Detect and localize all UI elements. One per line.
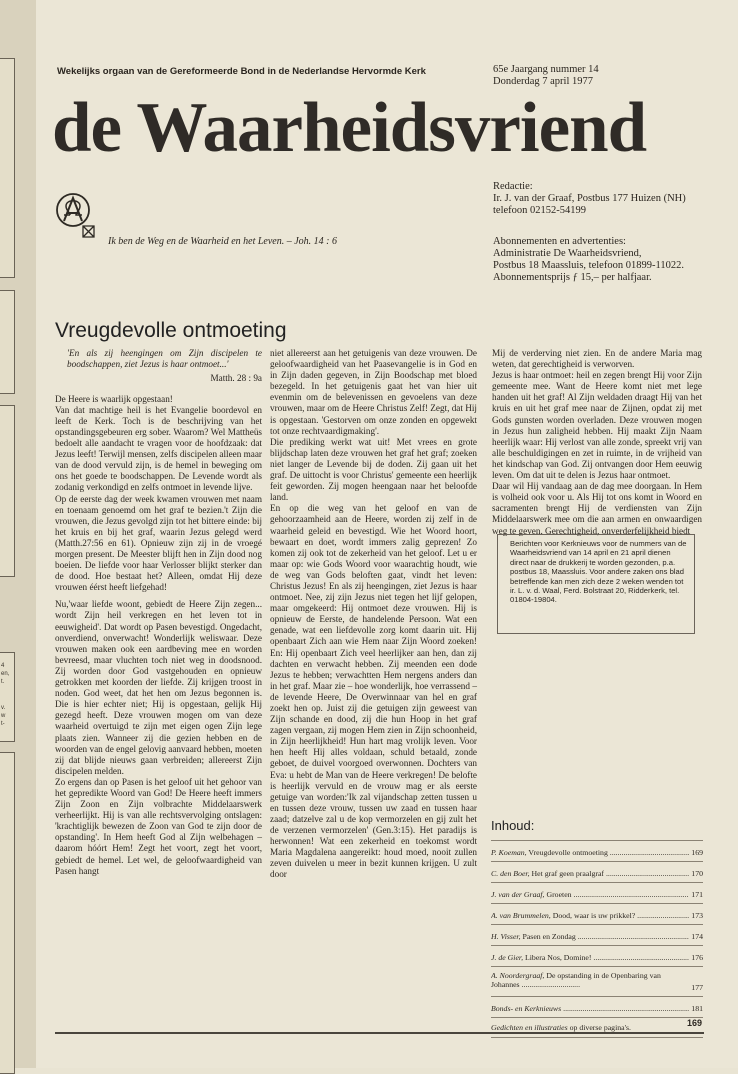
toc-page: 171 xyxy=(691,889,703,899)
margin-fragment-text: t. xyxy=(1,679,5,685)
toc-item[interactable] xyxy=(491,924,703,945)
motto: Ik ben de Weg en de Waarheid en het Leven. – Joh. 14 : 6 xyxy=(108,236,338,247)
margin-fragment-text: 4 xyxy=(1,663,5,669)
toc-item[interactable] xyxy=(491,945,703,966)
paragraph: Die prediking werkt wat uit! Met vrees en grote blijdschap laten deze vrouwen het graf het graf; zoeken niet langer de Levende bij de doden. Zij gaan uit het graf. De uittocht is voor Christus' gemeente een heerlijk feit geworden. Zij mogen heengaan naar het beloofde land. xyxy=(270,436,477,503)
toc-page: 173 xyxy=(691,910,703,920)
paragraph: Zo ergens dan op Pasen is het geloof uit het gehoor van het gepredikte Woord van God! De Heere heeft immers Zijn Zoon en Zijn volbrachte Middelaarswerk verheerlijkt. Hij is van alle rechtsvervolging ontslagen: 'krachtiglijk bewezen de Zoon van God te zijn door de opstanding'. In Hem heeft God al Zijn welbehagen – daarom hóórt Hem! Zegt het voort, zegt het voort, gebiedt de hemel. Let wel, de geloofwaardigheid van Pasen hangt xyxy=(55,776,262,876)
toc-page: 170 xyxy=(691,868,703,878)
margin-fragment-text: t- xyxy=(1,721,5,727)
toc-page: 169 xyxy=(691,847,703,857)
paragraph: Op de eerste dag der week kwamen vrouwen met naam en toenaam genoemd om het graf te bezien.'t Zijn die vrouwen, die Jezus gevolgd zijn tot het bittere einde: bij het kruis en bij het graf, waarin Jezus gelegd werd (Matth.27:56 en 61). Opnieuw zijn zij in de vroegé morgen present. De Meester blijft hen in Zijn dood nog boeien. De liefde voor haar Verlosser blijkt sterker dan de dood. Hoe bestaat het? Alleen, omdat Hij deze vrouwen éérst heeft liefgehad! xyxy=(55,493,262,593)
toc-page: 181 xyxy=(691,1003,703,1013)
toc-page: 177 xyxy=(691,982,703,992)
paragraph: De Heere is waarlijk opgestaan! xyxy=(55,393,173,404)
toc-item[interactable] xyxy=(491,882,703,903)
toc-item[interactable] xyxy=(491,903,703,924)
toc-item[interactable]: A. Noordergraaf, De opstanding in de Openbaring van Johannes .............................. 177 xyxy=(491,966,703,996)
redactie-line: telefoon 02152-54199 xyxy=(493,205,587,216)
subscription-line: Postbus 18 Maassluis, telefoon 01899-11022. xyxy=(493,260,684,271)
toc-page: 174 xyxy=(691,931,703,941)
margin-column-fragment xyxy=(0,405,15,577)
redactie-line: Ir. J. van der Graaf, Postbus 177 Huizen (NH) xyxy=(493,193,686,204)
toc-author: J. de Gier, xyxy=(491,952,524,962)
issue-volume: 65e Jaargang nummer 14 xyxy=(493,64,599,75)
redactie-line: Redactie: xyxy=(493,181,533,192)
toc-author: Bonds- en Kerknieuws xyxy=(491,1003,562,1013)
toc-entry-title: Groeten xyxy=(546,889,572,899)
paragraph: Mij de verderving niet zien. En de andere Maria mag weten, dat gerechtigheid is verworven. xyxy=(492,348,702,370)
toc-page: 176 xyxy=(691,952,703,962)
toc-item[interactable] xyxy=(491,996,703,1017)
toc-entry-title: Het graf geen praalgraf xyxy=(531,868,605,878)
redactie-block xyxy=(493,181,728,217)
paragraph: niet allereerst aan het getuigenis van deze vrouwen. De geloofwaardigheid van het Paasevangelie is in God en in Zijn daden gegeven, in Zijn Boodschap met bloed bezegeld. In het getuigenis gaat het van hier uit evenmin om de belevenissen en gevoelens van deze vrouwen, maar om de Heere Christus Zelf! Zegt, dat Hij is opgestaan. 'Gestorven om onze zonden en opgewekt tot onze rechtvaardigmaking'. xyxy=(270,348,477,436)
margin-column-fragment xyxy=(0,752,15,1074)
subscription-line: Abonnementen en advertenties: xyxy=(493,236,626,247)
article-column-3 xyxy=(492,348,702,543)
subscription-block xyxy=(493,236,733,284)
article-quote: 'En als zij heengingen om Zijn discipelen te boodschappen, ziet Jezus is haar ontmoet...' xyxy=(67,348,262,369)
toc-entry-title: Libera Nos, Domine! xyxy=(525,952,592,962)
article-title: Vreugdevolle ontmoeting xyxy=(55,319,287,342)
toc-item[interactable] xyxy=(491,840,703,861)
toc-author: P. Koeman, xyxy=(491,847,527,857)
alpha-omega-logo-icon xyxy=(55,192,95,238)
toc-author: H. Visser, xyxy=(491,931,521,941)
toc-footer xyxy=(491,1017,703,1038)
tagline: Wekelijks orgaan van de Gereformeerde Bond in de Nederlandse Hervormde Kerk xyxy=(57,66,426,77)
notice-box: Berichten voor Kerknieuws voor de nummers van de Waarheidsvriend van 14 april en 21 april dienen direct naar de drukkerij te worden gezonden, p.a. postbus 18, Maassluis. Voor andere zaken ons blad betreffende kan men zich deze 2 weken wenden tot ir. L. v. d. Waal, Ferd. Bolstraat 20, Ridderkerk, tel. 01804-19804. xyxy=(497,534,695,634)
margin-fragment-text: en, xyxy=(1,671,10,677)
toc-entry-title: Vreugdevolle ontmoeting xyxy=(528,847,608,857)
margin-column-fragment xyxy=(0,652,15,742)
masthead-title: de Waarheidsvriend xyxy=(52,89,647,167)
toc-author: J. van der Graaf, xyxy=(491,889,545,899)
paragraph: En op die weg van het geloof en van de gehoorzaamheid aan de Heere, worden zij zelf in de waarheid geleid en bevestigd. Wie het Woord hoort, bewaart en doet, wordt immers zalig geprezen! Zo komen zij ook tot de zekerheid van het geloof. Let u er maar op: wie Gods Woord voor waarachtig houdt, wie de weg van Gods beloften gaat, vindt het leven: Christus Jezus! En als zij heengingen, ziet Jezus is haar ontmoet. Nee, zij zijn Jezus niet tegen het lijf gelopen, maar omgekeerd: Hij ontmoet deze vrouwen. Hij is opnieuw de Eerste, de handelende Persoon. Wat een genade, wat een liefdevolle zorg komt daarin uit. Hij openbaart Zich aan wie Hem naar Zijn Woord zoeken! En: Hij openbaart Zich veel heerlijker aan hen, dan zij dachten en verwacht hebben. Zij meenden een dode Jezus te hebben; verwachtten Hem nergens anders dan in het graf. Maar zie – hoe wonderlijk, hoe verrassend – de levende Heere, De Overwinnaar van hel en graf zoekt hen op. Juist zij die getuigen zijn geweest van Zijn schande en dood, zij die hun Hoop in het graf zagen vergaan, zij mogen Hem zien in Zijn schoonheid, in Zijn heerlijkheid! Hun hart mag vrolijk leven. Voor hen heeft Hij alles voldaan, schuld betaald, zonde geboet, de duivel voorgoed overwonnen. Dochters van Eva: u hebt de Man van de Heere verkregen! De belofte is heerlijk vervuld en de vrouw mag er als eerste getuige van worden:'Ik zal vijandschap zetten tussen u en tussen deze vrouw, tussen uw zaad en tussen haar zaad; datzelve zal u de kop vermorzelen en gij zult het de verzenen vermorzelen' (Gen.3:15). Het paradijs is herwonnen! Wat een zekerheid en toekomst wordt Maria Magdalena aangereikt: houd moed, nooit zullen zeven duivelen u meer in bezit kunnen krijgen. U zult door xyxy=(270,503,477,880)
margin-fragment-text: v. xyxy=(1,705,6,711)
page-number: 169 xyxy=(687,1018,703,1028)
article-column-2 xyxy=(270,348,477,887)
table-of-contents xyxy=(491,840,703,1038)
toc-author: A. Noordergraaf, xyxy=(491,971,545,980)
toc-author: A. van Brummelen, xyxy=(491,910,551,920)
toc-entry-title: Pasen en Zondag xyxy=(522,931,576,941)
toc-title: Inhoud: xyxy=(491,818,535,833)
paragraph: Van dat machtige heil is het Evangelie boordevol en leeft de Kerk. Toch is de beschrijving van het opstandingsgebeuren erg sober. Waarom? Wel Mattheüs bedoelt alle aandacht te vragen voor de hoofdzaak: dat Jezus leeft! Terwijl mensen, zelfs discipelen alleen maar van de dood vervuld zijn, is de hemel in beweging om ons het goede te boodschappen. De Levende wordt als zodanig verkondigd en zelfs ontmoet in levende lijve. xyxy=(55,404,262,493)
issue-info xyxy=(493,64,599,88)
toc-item[interactable] xyxy=(491,861,703,882)
issue-date: Donderdag 7 april 1977 xyxy=(493,76,594,87)
bottom-rule xyxy=(55,1032,704,1034)
subscription-line: Administratie De Waarheidsvriend, xyxy=(493,248,642,259)
paragraph: Nu,'waar liefde woont, gebiedt de Heere Zijn zegen... wordt Zijn heil verkregen en het leven tot in eeuwigheid'. Dat wordt op Pasen bevestigd. Ongedacht, onverdiend, onverwacht! Wonderlijk weliswaar. Deze vrouwen maken ook een aardbeving mee en worden bevreesd, maar vluchten toch niet weg in doodsnood. Zij worden door God vastgehouden en opnieuw getrokken met koorden der liefde. Zij krijgen troost in noden. God weet, dat het hen om Jezus begonnen is. Die is hier echter niet; Hij is opgestaan, gelijk Hij gezegd heeft. Deze vrouwen mogen om van deze waarheid overtuigd te zijn met eigen ogen Zijn lege plaats zien. Wanneer zij die gezien hebben en de woorden van de engel gelovig aanvaard hebben, moeten zij dat blijde nieuws gaan verbreiden; allereerst Zijn discipelen melden. xyxy=(55,599,262,776)
paragraph: Jezus is haar ontmoet: heil en zegen brengt Hij voor Zijn gemeente mee. Want de Heere komt niet met lege handen uit het graf! Al Zijn weldaden draagt Hij van het kruis en uit het graf mee naar de Zijnen, opdat zij met Gods gunsten worden overladen. Deze vrouwen mogen in Jezus hun zaligheid hebben. Hij maakt Zijn Naam heerlijk waar: Hij verlost van alle zonde, spreekt vrij van alle beschuldigingen en zet in ruimte, in de vrijheid van het kindschap van God. Zij ontvangen door Hem eeuwig leven. Om dat uit te delen is Jezus haar ontmoet. xyxy=(492,370,702,481)
quote-reference: Matth. 28 : 9a xyxy=(210,372,262,383)
toc-author: C. den Boer, xyxy=(491,868,530,878)
article-column-1 xyxy=(55,348,262,883)
toc-entry-title: Dood, waar is uw prikkel? xyxy=(552,910,636,920)
toc-entry-title: De opstanding in de Openbaring van Johannes xyxy=(491,971,661,990)
subscription-line: Abonnementsprijs ƒ 15,– per halfjaar. xyxy=(493,272,652,283)
toc-footer-text: op diverse pagina's. xyxy=(569,1023,631,1032)
margin-fragment-text: w xyxy=(1,713,6,719)
paragraph: Daar wil Hij vandaag aan de dag mee doorgaan. In Hem is volheid ook voor u. Als Hij tot ons komt in Woord en sacramenten brengt Hij de verdiensten van Zijn Middelaarswerk mee om die aan armen en onwaardigen weg te geven. Gerechtigheid, onverderfelijkheid biedt xyxy=(492,481,702,536)
margin-column-fragment xyxy=(0,290,15,394)
margin-column-fragment xyxy=(0,58,15,278)
toc-footer-italic: Gedichten en illustraties xyxy=(491,1023,568,1032)
